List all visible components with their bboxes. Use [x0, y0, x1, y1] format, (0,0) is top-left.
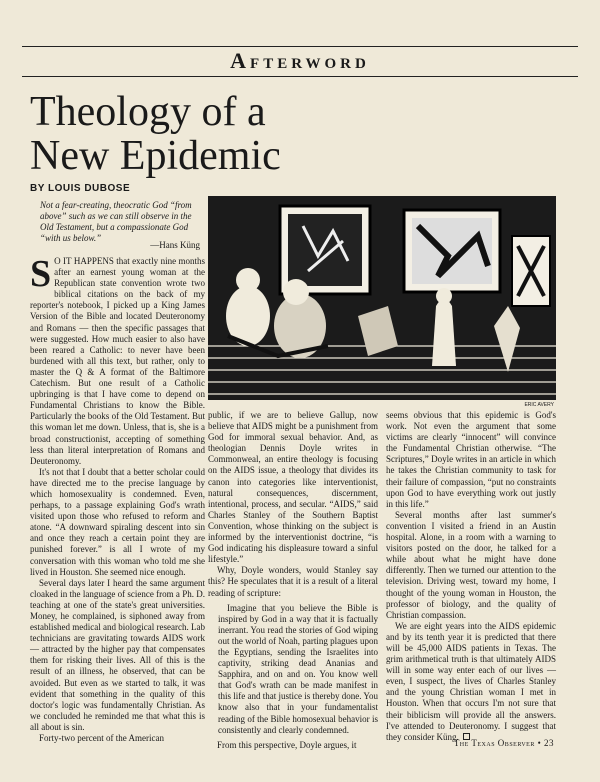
page-footer: The Texas Observer • 23	[453, 738, 554, 748]
paragraph: From this perspective, Doyle argues, it	[217, 739, 357, 750]
paragraph: Forty-two percent of the American	[39, 733, 164, 744]
paragraph: seems obvious that this epidemic is God's work. Not even the argument that some victims are clearly “innocent” will convince the Fundamental Christian otherwise. “The Scriptures,” Doyle writes in an article in which he takes the Christian community to task for their failure of compassion, “put no constraints upon God to have everything work out justly in this life.”	[386, 410, 556, 509]
art-credit: ERIC AVERY	[524, 402, 554, 408]
woodcut-illustration	[208, 196, 556, 400]
paragraph: Why, Doyle wonders, would Stanley say this? He speculates that it is a result of a literal reading of scripture:	[208, 565, 378, 598]
epigraph: Not a fear-creating, theocratic God “from above” such as we can still observe in the Old Testament, but a compassionate God “with us below.”	[40, 200, 192, 243]
paragraph: public, if we are to believe Gallup, now believe that AIDS might be a punishment from God for immoral sexual behavior. And, as theologian Dennis Doyle writes in Commonweal, an entire theology is focusing on the AIDS issue, a theology that divides its canon into categories like interventionist, natural consequences, discernment, intentional, process, and secular. “AIDS,” said Charles Stanley of the Southern Baptist Convention, whose thinking on the subject is informed by the interventionist doctrine, “is God indicating his displeasure toward a sinful lifestyle.”	[208, 410, 378, 565]
section-heading: Afterword	[230, 48, 370, 73]
drop-cap: S	[30, 253, 52, 295]
paragraph: It's not that I doubt that a better scholar could have directed me to the precise language by which homosexuality is condemned. Even, perhaps, to a passage explaining God's wrath visited upon those who refused to reform and atone. “A downward spiraling descent into sin and once they reach a certain point they are punished forever.” is all I wrote of my conversation with this woman who told me she lived in Houston. She seemed nice enough.	[30, 466, 205, 577]
paragraph: S O IT HAPPENS that exactly nine months after an earnest young woman at the Republican state convention wrote two biblical citations on the back of my reporter's notebook, I picked up a King James Version of the Bible and located Deuteronomy and Romans — then the specific passages that were suggested. How much easier to also have been reared a Catholic: to never have been burdened with all this text, but rather, only to master the Q & A format of the Baltimore Catechism. But one result of a Catholic upbringing is that I have come to depend on Fundamental Christians to know the Bible. Particularly the books of the Old Testament. But this woman let me down. Unless, that is, she is a broad constructionist, accepting of something less than literal interpretation of Romans and Deuteronomy.	[30, 253, 205, 466]
article-column-3	[386, 410, 556, 743]
epigraph-author: —Hans Küng	[150, 240, 200, 250]
block-quote: Imagine that you believe the Bible is inspired by God in a way that it is factually inerrant. You read the stories of God wiping out the world of Noah, parting plagues upon the Egyptians, sending the Israelites into captivity, striking dead Ananias and Sapphira, and on and on. You know well that God's wrath can be made manifest in this life and that justice is thereby done. You know also that in your fundamentalist reading of the Bible homosexual behavior is consistently and clearly condemned.	[218, 602, 378, 735]
paragraph: Several days later I heard the same argument cloaked in the language of science from a Ph. D. teaching at one of the state's great universities. Money, he complained, is siphoned away from established medical and biological research. Lab technicians are gravitating towards AIDS work — attracted by the higher pay that compensates them for risking their lives. All of this is the result of an illness, he observed, that can be avoided. But even as we started to talk, it was evident that something in the quality of this doctor's logic was fundamentally Christian. As we concluded he reminded me that what this is all about is sin.	[30, 577, 205, 732]
woodcut-artwork	[208, 196, 556, 400]
paragraph: Several months after last summer's convention I visited a friend in an Austin hospital. Alone, in a room with a warning to visitors posted on the door, he talked for a while about what he might have done differently. Then we turned our attention to the television. Driving west, toward my home, I thought of the young woman in Houston, the professor of biology, and the quality of Christian compassion.	[386, 509, 556, 620]
header-rule-bottom	[22, 76, 578, 77]
article-column-1	[30, 253, 205, 744]
article-column-2	[208, 410, 378, 751]
paragraph: We are eight years into the AIDS epidemic and by its tenth year it is predicted that there will be 45,000 AIDS patients in Texas. The grim arithmetical truth is that ultimately AIDS will in some way enter each of our lives — even, I suspect, the lives of Charles Stanley and the young Christian woman I met in Houston. When that occurs I'm not sure that their biblicism will provide all the answers. I've attended to Deuteronomy. I suggest that they consider Küng.	[386, 620, 556, 742]
title-line-1: Theology of a	[30, 89, 266, 135]
header-rule-top	[22, 46, 578, 47]
byline: BY LOUIS DUBOSE	[30, 183, 131, 194]
title-line-2: New Epidemic	[30, 133, 281, 179]
article-title	[30, 90, 281, 178]
